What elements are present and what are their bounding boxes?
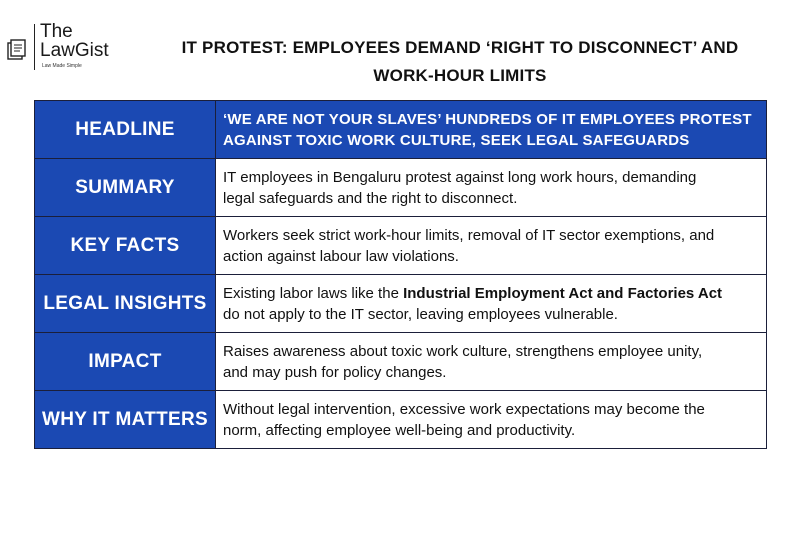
logo-tagline: Law Made Simple [42, 63, 82, 69]
row-value [216, 101, 767, 159]
row-value-line2: AGAINST TOXIC WORK CULTURE, SEEK LEGAL SAFEGUARDS [223, 131, 690, 149]
row-label: LEGAL INSIGHTS [35, 275, 216, 333]
row-label: IMPACT [35, 333, 216, 391]
page-title-line2: WORK-HOUR LIMITS [373, 66, 547, 85]
table-row-summary [35, 159, 767, 217]
table-row-key-facts [35, 217, 767, 275]
row-value-line2: legal safeguards and the right to disconnect. [223, 189, 518, 207]
row-label: HEADLINE [35, 101, 216, 159]
page-title-line1: IT PROTEST: EMPLOYEES DEMAND ‘RIGHT TO DISCONNECT’ AND [181, 38, 739, 57]
row-value [216, 391, 767, 449]
row-value-pre: Existing labor laws like the [223, 284, 404, 302]
row-value-line1: Raises awareness about toxic work culture, strengthens employee unity, [223, 342, 703, 360]
row-value-line2: norm, affecting employee well-being and productivity. [223, 421, 576, 439]
row-value-line1: Workers seek strict work-hour limits, removal of IT sector exemptions, and [223, 226, 715, 244]
row-value [216, 159, 767, 217]
row-label: SUMMARY [35, 159, 216, 217]
logo-line1: The [40, 21, 73, 42]
page-title [130, 34, 790, 90]
row-value-line2: do not apply to the IT sector, leaving employees vulnerable. [223, 305, 618, 323]
row-value [216, 333, 767, 391]
table-row-legal-insights [35, 275, 767, 333]
row-label: WHY IT MATTERS [35, 391, 216, 449]
row-value-line1: Without legal intervention, excessive work expectations may become the [223, 400, 705, 418]
row-value [216, 217, 767, 275]
table-row-headline [35, 101, 767, 159]
row-value-line2: and may push for policy changes. [223, 363, 447, 381]
row-value-line2: action against labour law violations. [223, 247, 459, 265]
row-label: KEY FACTS [35, 217, 216, 275]
row-value-line1: IT employees in Bengaluru protest against long work hours, demanding [223, 168, 697, 186]
book-scale-logo-icon [6, 35, 28, 61]
logo [6, 22, 118, 72]
logo-line2: LawGist [40, 40, 109, 61]
row-value-bold: Industrial Employment Act and Factories Act [403, 284, 723, 302]
table-row-impact [35, 333, 767, 391]
row-value-line1 [223, 283, 760, 304]
table-row-why-it-matters [35, 391, 767, 449]
row-value [216, 275, 767, 333]
logo-divider [34, 24, 35, 70]
info-table [34, 100, 767, 449]
row-value-line1: ‘WE ARE NOT YOUR SLAVES’ HUNDREDS OF IT EMPLOYEES PROTEST [223, 110, 752, 128]
